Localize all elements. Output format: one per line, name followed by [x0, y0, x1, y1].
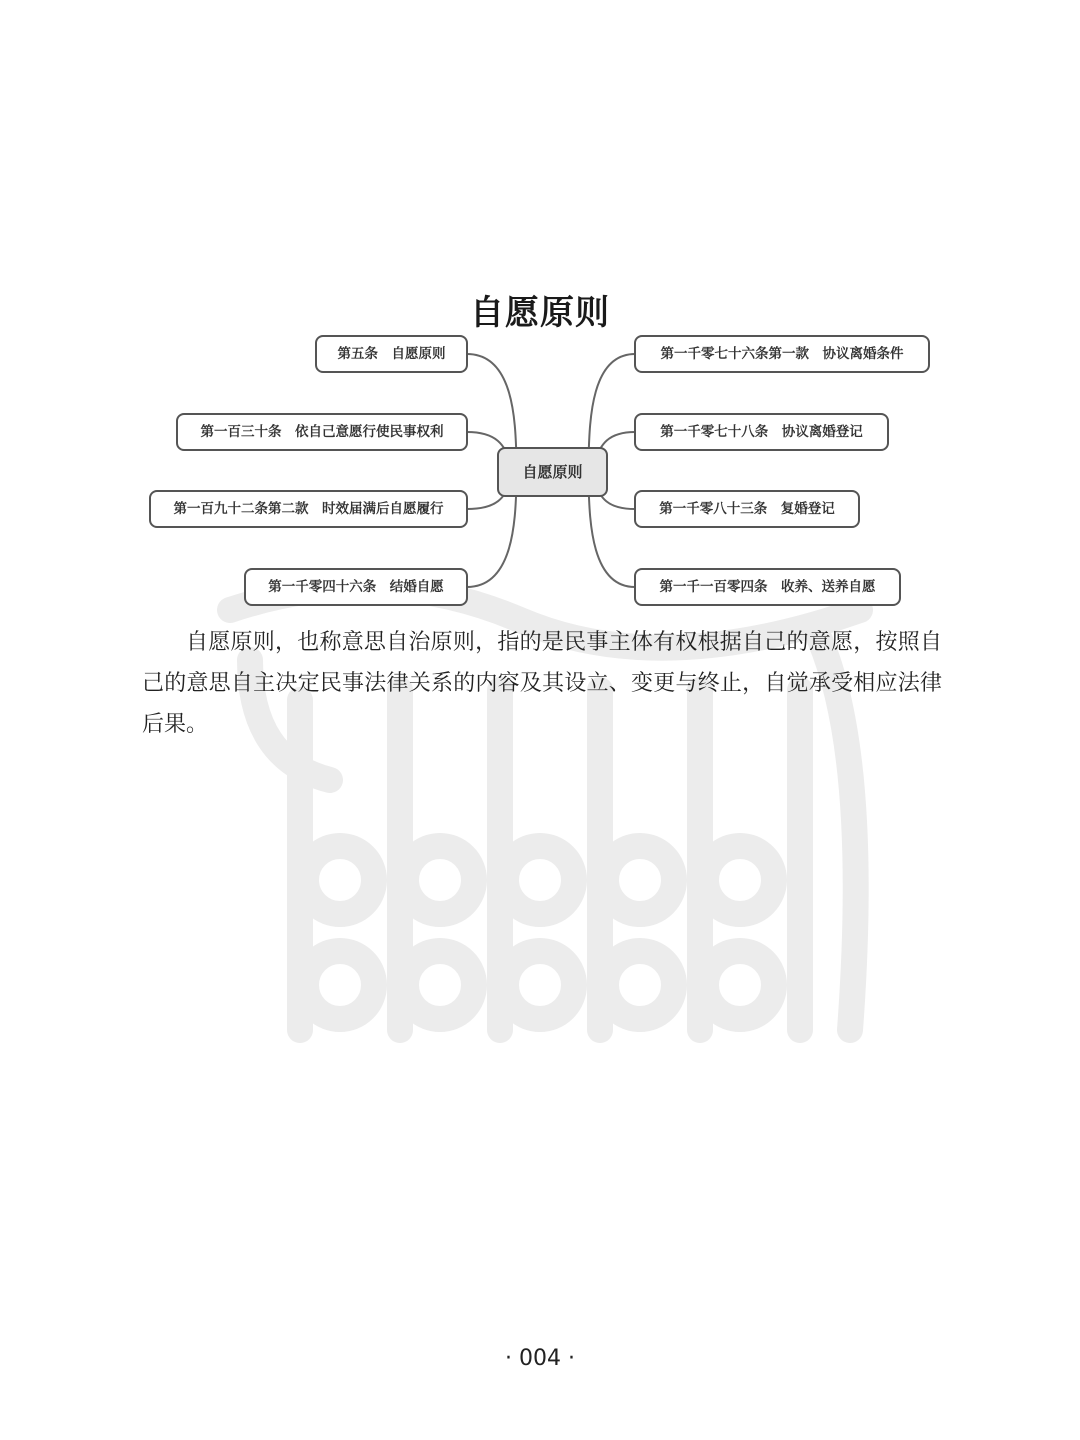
mindmap-node-left-4: 第一千零四十六条 结婚自愿	[244, 568, 468, 606]
mindmap-node-left-1: 第五条 自愿原则	[315, 335, 468, 373]
mindmap-node-right-1: 第一千零七十六条第一款 协议离婚条件	[634, 335, 930, 373]
mindmap-node-left-3: 第一百九十二条第二款 时效届满后自愿履行	[149, 490, 468, 528]
mindmap-node-right-3: 第一千零八十三条 复婚登记	[634, 490, 860, 528]
body-paragraph: 自愿原则，也称意思自治原则，指的是民事主体有权根据自己的意愿，按照自己的意思自主决定民事法律关系的内容及其设立、变更与终止，自觉承受相应法律后果。	[142, 630, 942, 737]
mindmap-node-right-2: 第一千零七十八条 协议离婚登记	[634, 413, 889, 451]
mindmap-node-right-4: 第一千一百零四条 收养、送养自愿	[634, 568, 901, 606]
page-number: · 004 ·	[505, 1346, 575, 1371]
page-title: 自愿原则	[470, 292, 610, 333]
mindmap-node-left-2: 第一百三十条 依自己意愿行使民事权利	[176, 413, 468, 451]
mindmap-center-node: 自愿原则	[497, 447, 608, 497]
